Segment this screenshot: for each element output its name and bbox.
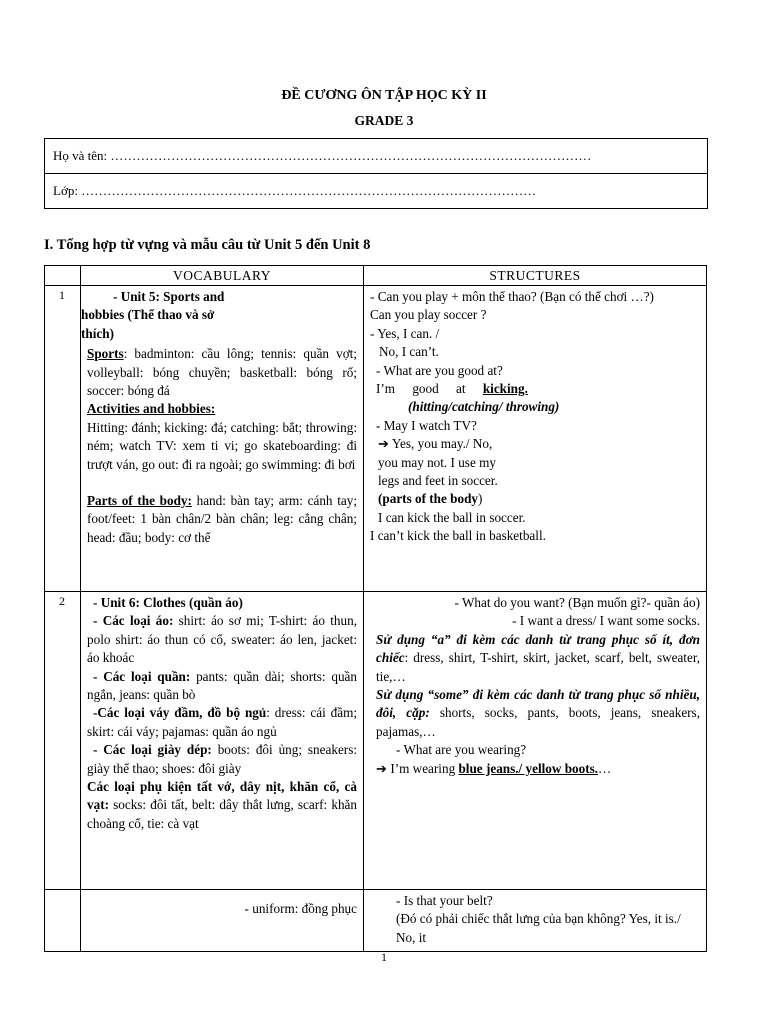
good-at-example: kicking. bbox=[482, 381, 528, 397]
activities-label: Activities and hobbies: bbox=[87, 401, 216, 417]
structure-line: - What are you wearing? bbox=[396, 742, 527, 758]
section-heading: I. Tổng hợp từ vựng và mẫu câu từ Unit 5 đến Unit 8 bbox=[44, 237, 371, 253]
structure-line: you may not. I use my bbox=[378, 454, 496, 470]
row-number: 2 bbox=[45, 592, 81, 890]
structure-line: ) bbox=[478, 491, 483, 507]
activities-text: Hitting: đánh; kicking: đá; catching: bắt; throwing: ném; watch TV: xem ti vi; go skateboarding: đi trượt ván, go out: đi ra ngoài; go swimming: đi bơi bbox=[87, 419, 357, 472]
sports-label: Sports bbox=[87, 346, 124, 362]
structure-line: Can you play soccer ? bbox=[370, 307, 487, 323]
structure-cell bbox=[364, 890, 707, 952]
body-label: Parts of the body: bbox=[87, 493, 192, 509]
class-field: Lớp: …………………………………………………………………………………………… bbox=[45, 173, 707, 208]
structure-line: legs and feet in soccer. bbox=[378, 473, 498, 489]
structure-line: ➔ I’m wearing bbox=[376, 760, 459, 776]
pants-label: - Các loại quần: bbox=[93, 668, 191, 684]
uniform-text: - uniform: đồng phục bbox=[244, 901, 357, 916]
structure-line: - I want a dress/ I want some socks. bbox=[512, 613, 700, 629]
structure-line: - Can you play + môn thể thao? (Bạn có thể chơi …?) bbox=[370, 289, 654, 304]
structure-line: - What are you good at? bbox=[376, 362, 503, 378]
grade-heading: GRADE 3 bbox=[354, 113, 414, 128]
table-row bbox=[45, 286, 707, 592]
structures-header: STRUCTURES bbox=[364, 266, 707, 286]
accessories-label: Các loại phụ kiện tất vớ, dây nịt, khăn cổ, cà vạt: bbox=[87, 779, 357, 813]
table-row bbox=[45, 592, 707, 890]
structure-cell bbox=[364, 592, 707, 890]
body-text: hand: bàn tay; arm: cánh tay; foot/feet: 1 bàn chân/2 bàn chân; leg: cẳng chân; head: đầu; body: cơ thể bbox=[87, 493, 357, 545]
structure-line: No, I can’t. bbox=[379, 344, 439, 360]
shoes-label: - Các loại giày dép: bbox=[93, 742, 212, 758]
document-title: ĐỀ CƯƠNG ÔN TẬP HỌC KỲ II bbox=[281, 88, 487, 103]
structure-line: I can kick the ball in soccer. bbox=[378, 509, 526, 525]
structure-line: … bbox=[598, 760, 612, 776]
structure-line: (hitting/catching/ throwing) bbox=[408, 399, 560, 415]
unit-title-3: thích) bbox=[81, 325, 114, 341]
row-number: 1 bbox=[45, 286, 81, 592]
row-number bbox=[45, 890, 81, 952]
vocab-structures-table bbox=[44, 265, 707, 952]
num-header bbox=[45, 266, 81, 286]
a-usage-label: Sử dụng “a” đi kèm các danh từ trang phục số ít, đơn chiếc bbox=[376, 631, 700, 666]
structure-line: - May I watch TV? bbox=[376, 417, 477, 433]
shoes-text: boots: đôi ủng; sneakers: giày thể thao; shoes: đôi giày bbox=[87, 742, 357, 776]
accessories-text: socks: đôi tất, belt: dây thắt lưng, scarf: khăn choàng cổ, tie: cà vạt bbox=[87, 797, 357, 831]
some-usage-label: Sử dụng “some” đi kèm các danh từ trang phục số nhiều, đôi, cặp: bbox=[376, 687, 700, 721]
structure-cell bbox=[364, 286, 707, 592]
structure-line: ➔ Yes, you may./ No, bbox=[378, 436, 493, 452]
vocab-cell bbox=[81, 286, 364, 592]
dresses-text: : dress: cái đầm; skirt: cái váy; pajamas: quần áo ngủ bbox=[87, 705, 357, 739]
vocab-cell bbox=[81, 890, 364, 952]
name-field: Họ và tên: ………………………………………………………………………………………………… bbox=[53, 148, 592, 163]
shirts-label: - Các loại áo: bbox=[93, 613, 174, 629]
page-number: 1 bbox=[381, 950, 387, 964]
vocab-cell bbox=[81, 592, 364, 890]
dresses-label: -Các loại váy đầm, đồ bộ ngủ bbox=[93, 705, 267, 721]
unit-title-2: hobbies (Thể thao và sở bbox=[81, 307, 215, 323]
structure-line: - What do you want? (Bạn muốn gì?- quần áo) bbox=[454, 595, 700, 610]
sports-text: : badminton: cầu lông; tennis: quần vợt; volleyball: bóng chuyền; basketball: bóng rổ; soccer: bóng đá bbox=[87, 346, 357, 399]
table-row bbox=[45, 890, 707, 952]
unit-title: - Unit 6: Clothes (quần áo) bbox=[93, 595, 243, 610]
wearing-example: blue jeans./ yellow boots. bbox=[458, 760, 599, 776]
shirts-text: shirt: áo sơ mi; T-shirt: áo thun, polo shirt: áo thun có cổ, sweater: áo len, jacket: áo khoác bbox=[87, 613, 357, 666]
a-usage-text: : dress, shirt, T-shirt, skirt, jacket, scarf, belt, sweater, tie,… bbox=[376, 650, 700, 684]
unit-title: - Unit 5: Sports and bbox=[113, 289, 225, 304]
vocabulary-header: VOCABULARY bbox=[81, 266, 364, 286]
structure-line: (parts of the body bbox=[378, 491, 479, 507]
some-usage-text: shorts, socks, pants, boots, jeans, sneakers, pajamas,… bbox=[376, 705, 700, 739]
table-header-row bbox=[45, 266, 707, 286]
structure-line: - Yes, I can. / bbox=[370, 325, 440, 341]
structure-line: I’m good at bbox=[376, 381, 483, 397]
structure-line: I can’t kick the ball in basketball. bbox=[370, 528, 546, 544]
structure-line: - Is that your belt? bbox=[396, 893, 493, 908]
student-info-box bbox=[44, 138, 708, 209]
pants-text: pants: quần dài; shorts: quần ngắn, jeans: quần bò bbox=[87, 668, 358, 703]
structure-line: (Đó có phải chiếc thắt lưng của bạn không? Yes, it is./ No, it bbox=[396, 911, 681, 945]
